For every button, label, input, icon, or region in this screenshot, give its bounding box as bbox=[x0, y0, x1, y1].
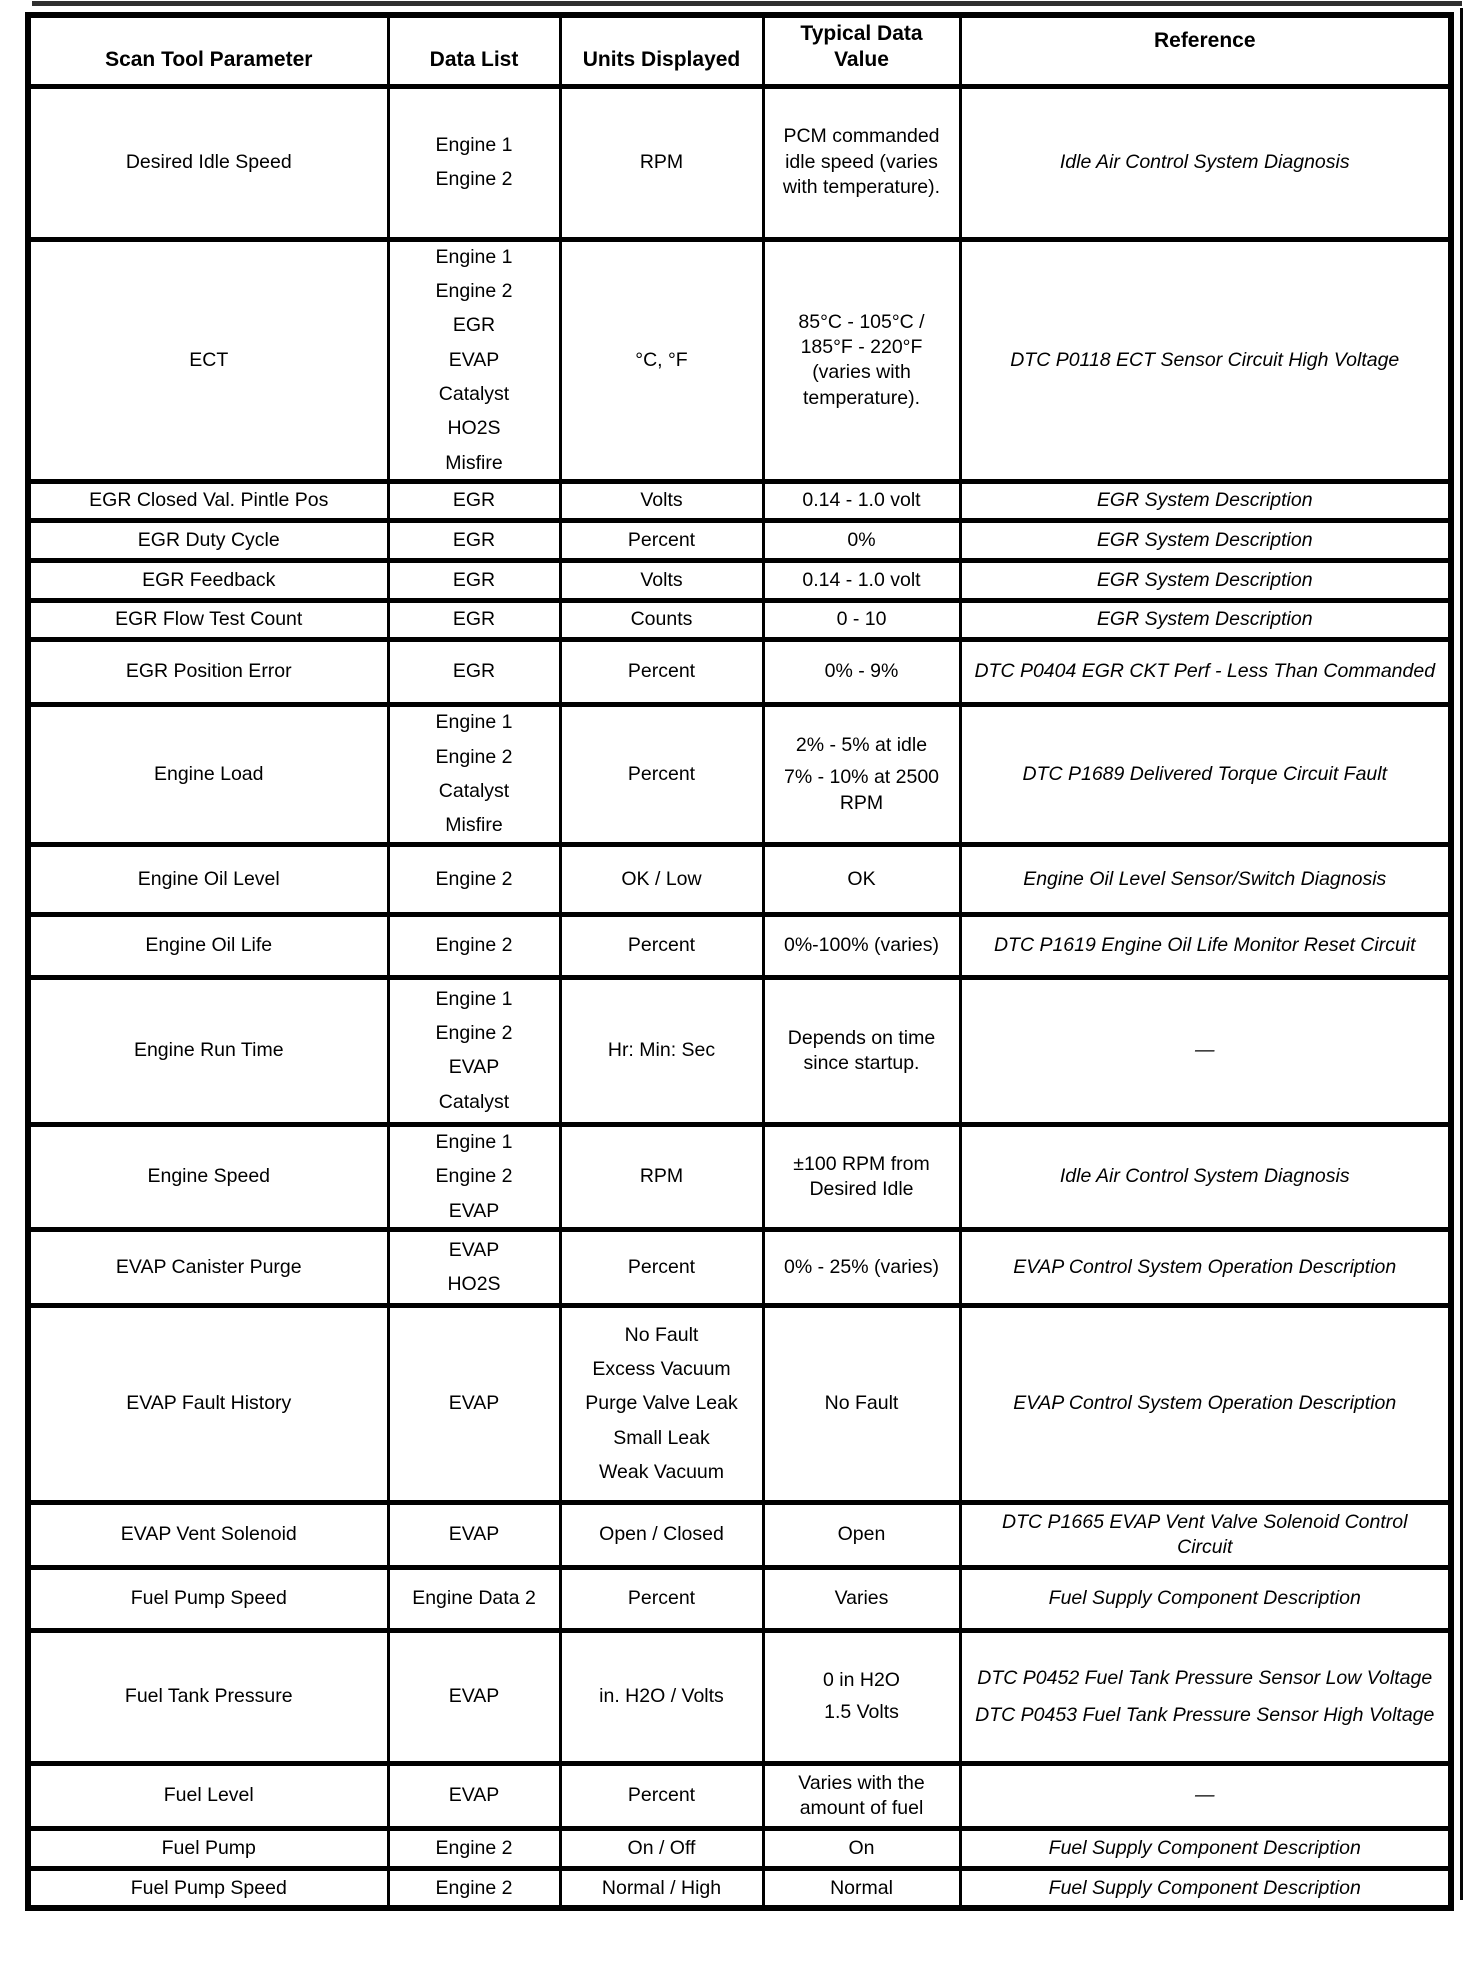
cell-line: 0.14 - 1.0 volt bbox=[802, 568, 921, 591]
table-body bbox=[28, 86, 1451, 1908]
table-row bbox=[28, 914, 1451, 977]
cell-line: Open / Closed bbox=[599, 1523, 724, 1546]
header-units-displayed: Units Displayed bbox=[560, 15, 763, 86]
cell-reference bbox=[960, 1868, 1451, 1908]
cell-line: — bbox=[1195, 1784, 1215, 1807]
scan-top-edge-artifact bbox=[32, 1, 1462, 6]
cell-line: Fuel Pump Speed bbox=[130, 1587, 287, 1610]
cell-line: Engine 1 bbox=[435, 133, 513, 156]
cell-data-list bbox=[388, 1868, 560, 1908]
cell-data-list bbox=[388, 520, 560, 560]
cell-line: Excess Vacuum bbox=[592, 1357, 731, 1380]
cell-typical-value bbox=[763, 1124, 960, 1229]
header-scan-tool-parameter: Scan Tool Parameter bbox=[28, 15, 388, 86]
cell-line: EVAP bbox=[448, 1238, 500, 1261]
cell-line: Percent bbox=[627, 762, 696, 785]
cell-line: DTC P1665 EVAP Vent Valve Solenoid Control Circuit bbox=[1002, 1510, 1408, 1558]
cell-line: EVAP bbox=[448, 348, 500, 371]
cell-typical-value bbox=[763, 1502, 960, 1567]
cell-data-list bbox=[388, 1229, 560, 1305]
cell-line: Engine 2 bbox=[435, 1836, 513, 1859]
cell-units bbox=[560, 844, 763, 914]
cell-units bbox=[560, 1229, 763, 1305]
cell-line: Engine 2 bbox=[435, 745, 513, 768]
cell-line: EGR bbox=[452, 608, 496, 631]
cell-line: Engine 1 bbox=[435, 245, 513, 268]
cell-line: ±100 RPM from Desired Idle bbox=[793, 1152, 930, 1200]
cell-line: DTC P1689 Delivered Torque Circuit Fault bbox=[1022, 762, 1388, 785]
cell-data-list bbox=[388, 1763, 560, 1828]
cell-data-list bbox=[388, 1567, 560, 1630]
cell-line: DTC P0452 Fuel Tank Pressure Sensor Low Voltage bbox=[977, 1666, 1433, 1689]
cell-typical-value bbox=[763, 1305, 960, 1502]
cell-line: Percent bbox=[627, 1784, 696, 1807]
cell-parameter bbox=[28, 1229, 388, 1305]
cell-line: HO2S bbox=[447, 417, 501, 440]
cell-line: PCM commanded idle speed (varies with temperature). bbox=[782, 125, 941, 199]
cell-line: Volts bbox=[640, 489, 683, 512]
cell-parameter bbox=[28, 639, 388, 704]
cell-line: Catalyst bbox=[438, 1090, 510, 1113]
cell-reference bbox=[960, 639, 1451, 704]
cell-reference bbox=[960, 1124, 1451, 1229]
cell-reference bbox=[960, 1567, 1451, 1630]
table-row bbox=[28, 1229, 1451, 1305]
cell-line: Normal bbox=[830, 1876, 893, 1899]
cell-data-list bbox=[388, 977, 560, 1124]
table-row bbox=[28, 639, 1451, 704]
cell-data-list bbox=[388, 600, 560, 639]
cell-line: Engine 2 bbox=[435, 867, 513, 890]
cell-typical-value bbox=[763, 1229, 960, 1305]
cell-line: Catalyst bbox=[438, 382, 510, 405]
cell-data-list bbox=[388, 704, 560, 844]
cell-parameter bbox=[28, 977, 388, 1124]
cell-line: Varies with the amount of fuel bbox=[798, 1771, 925, 1819]
cell-typical-value bbox=[763, 481, 960, 520]
cell-reference bbox=[960, 520, 1451, 560]
cell-line: RPM bbox=[639, 1165, 684, 1188]
cell-typical-value bbox=[763, 914, 960, 977]
cell-line: Open bbox=[837, 1523, 886, 1546]
cell-parameter bbox=[28, 1305, 388, 1502]
header-typical-data-value: Typical Data Value bbox=[763, 15, 960, 86]
cell-line: EGR System Description bbox=[1096, 568, 1313, 591]
table-row bbox=[28, 704, 1451, 844]
cell-parameter bbox=[28, 86, 388, 239]
cell-typical-value bbox=[763, 1828, 960, 1868]
cell-reference bbox=[960, 1828, 1451, 1868]
table-row bbox=[28, 1567, 1451, 1630]
cell-parameter bbox=[28, 844, 388, 914]
cell-parameter bbox=[28, 1502, 388, 1567]
cell-line: EGR Position Error bbox=[125, 660, 292, 683]
cell-line: EGR Feedback bbox=[142, 568, 276, 591]
cell-line: EGR bbox=[452, 314, 496, 337]
cell-line: EGR bbox=[452, 489, 496, 512]
cell-line: Fuel Pump bbox=[161, 1836, 256, 1859]
table-row bbox=[28, 1305, 1451, 1502]
cell-line: Engine 2 bbox=[435, 168, 513, 190]
cell-line: Depends on time since startup. bbox=[787, 1026, 936, 1074]
cell-line: EVAP bbox=[448, 1523, 500, 1546]
cell-line: Normal / High bbox=[601, 1876, 722, 1899]
cell-data-list bbox=[388, 86, 560, 239]
cell-parameter bbox=[28, 1630, 388, 1763]
cell-line: 2% - 5% at idle bbox=[795, 733, 928, 756]
table-row bbox=[28, 560, 1451, 600]
cell-parameter bbox=[28, 704, 388, 844]
cell-data-list bbox=[388, 239, 560, 481]
cell-reference bbox=[960, 1305, 1451, 1502]
cell-data-list bbox=[388, 844, 560, 914]
cell-units bbox=[560, 704, 763, 844]
cell-units bbox=[560, 86, 763, 239]
cell-line: Percent bbox=[627, 528, 696, 551]
cell-units bbox=[560, 239, 763, 481]
cell-typical-value bbox=[763, 239, 960, 481]
cell-line: Counts bbox=[630, 608, 693, 631]
cell-line: No Fault bbox=[624, 1323, 699, 1346]
cell-parameter bbox=[28, 239, 388, 481]
cell-line: Fuel Pump Speed bbox=[130, 1876, 287, 1899]
cell-line: EGR System Description bbox=[1096, 489, 1313, 512]
cell-line: Engine 2 bbox=[435, 1022, 513, 1045]
cell-typical-value bbox=[763, 86, 960, 239]
cell-units bbox=[560, 520, 763, 560]
cell-typical-value bbox=[763, 704, 960, 844]
scan-tool-data-table bbox=[25, 12, 1454, 1911]
cell-line: DTC P0404 EGR CKT Perf - Less Than Commanded bbox=[974, 660, 1436, 683]
cell-reference bbox=[960, 1502, 1451, 1567]
cell-line: Engine 1 bbox=[435, 711, 513, 734]
cell-line: Engine 1 bbox=[435, 987, 513, 1010]
cell-line: Engine Oil Level bbox=[137, 867, 280, 890]
cell-line: EGR bbox=[452, 528, 496, 551]
cell-line: EVAP Control System Operation Description bbox=[1013, 1255, 1397, 1278]
cell-line: 0% bbox=[847, 528, 876, 551]
cell-reference bbox=[960, 1229, 1451, 1305]
cell-units bbox=[560, 1868, 763, 1908]
cell-parameter bbox=[28, 520, 388, 560]
scan-right-edge-artifact bbox=[1460, 8, 1463, 1900]
cell-reference bbox=[960, 1763, 1451, 1828]
table-row bbox=[28, 1502, 1451, 1567]
table-header-row bbox=[28, 15, 1451, 86]
header-reference: Reference bbox=[960, 15, 1451, 86]
cell-reference bbox=[960, 600, 1451, 639]
cell-line: EVAP bbox=[448, 1685, 500, 1708]
cell-line: Engine 2 bbox=[435, 934, 513, 957]
cell-line: 0.14 - 1.0 volt bbox=[802, 489, 921, 512]
cell-typical-value bbox=[763, 1630, 960, 1763]
cell-line: DTC P1619 Engine Oil Life Monitor Reset Circuit bbox=[993, 934, 1416, 957]
cell-parameter bbox=[28, 1868, 388, 1908]
cell-parameter bbox=[28, 481, 388, 520]
cell-line: 0 - 10 bbox=[836, 608, 887, 631]
cell-line: Engine Oil Life bbox=[145, 934, 273, 957]
cell-line: OK bbox=[847, 867, 876, 890]
cell-line: 0%-100% (varies) bbox=[784, 934, 939, 957]
table-row bbox=[28, 1124, 1451, 1229]
cell-line: EGR Flow Test Count bbox=[115, 608, 303, 631]
cell-line: 0% - 25% (varies) bbox=[784, 1255, 939, 1278]
cell-parameter bbox=[28, 914, 388, 977]
table-row bbox=[28, 1630, 1451, 1763]
cell-parameter bbox=[28, 1828, 388, 1868]
cell-units bbox=[560, 1763, 763, 1828]
cell-units bbox=[560, 1630, 763, 1763]
cell-line: in. H2O / Volts bbox=[599, 1685, 724, 1708]
cell-line: Fuel Supply Component Description bbox=[1048, 1876, 1361, 1899]
cell-data-list bbox=[388, 1305, 560, 1502]
cell-reference bbox=[960, 1630, 1451, 1763]
cell-units bbox=[560, 977, 763, 1124]
cell-parameter bbox=[28, 600, 388, 639]
table-row bbox=[28, 977, 1451, 1124]
cell-line: 0 in H2O bbox=[823, 1669, 900, 1692]
cell-line: Percent bbox=[627, 1587, 696, 1610]
cell-parameter bbox=[28, 1124, 388, 1229]
cell-line: Purge Valve Leak bbox=[585, 1392, 738, 1415]
cell-line: No Fault bbox=[824, 1392, 899, 1415]
cell-data-list bbox=[388, 481, 560, 520]
cell-line: Fuel Tank Pressure bbox=[124, 1685, 293, 1708]
cell-data-list bbox=[388, 1502, 560, 1567]
cell-line: OK / Low bbox=[621, 867, 702, 890]
cell-line: Engine Run Time bbox=[133, 1039, 284, 1062]
cell-line: EVAP bbox=[448, 1392, 500, 1415]
cell-line: Engine 1 bbox=[435, 1130, 513, 1153]
table-row bbox=[28, 1828, 1451, 1868]
cell-units bbox=[560, 1124, 763, 1229]
cell-typical-value bbox=[763, 1567, 960, 1630]
cell-parameter bbox=[28, 1567, 388, 1630]
cell-line: Idle Air Control System Diagnosis bbox=[1059, 150, 1350, 173]
cell-line: Percent bbox=[627, 934, 696, 957]
cell-line: Engine Data 2 bbox=[412, 1587, 536, 1610]
table-row bbox=[28, 481, 1451, 520]
table-row bbox=[28, 1763, 1451, 1828]
cell-line: On / Off bbox=[627, 1836, 696, 1859]
cell-typical-value bbox=[763, 560, 960, 600]
cell-line: EVAP bbox=[448, 1784, 500, 1807]
cell-data-list bbox=[388, 1828, 560, 1868]
cell-line: DTC P0118 ECT Sensor Circuit High Voltage bbox=[1010, 348, 1400, 371]
cell-line: Small Leak bbox=[613, 1426, 710, 1449]
cell-line: EVAP Vent Solenoid bbox=[120, 1523, 297, 1546]
cell-reference bbox=[960, 977, 1451, 1124]
cell-typical-value bbox=[763, 1763, 960, 1828]
cell-reference bbox=[960, 560, 1451, 600]
cell-line: Hr: Min: Sec bbox=[607, 1039, 716, 1062]
cell-units bbox=[560, 1305, 763, 1502]
cell-line: Weak Vacuum bbox=[599, 1460, 724, 1483]
cell-data-list bbox=[388, 639, 560, 704]
cell-data-list bbox=[388, 1124, 560, 1229]
header-data-list: Data List bbox=[388, 15, 560, 86]
cell-line: Engine 2 bbox=[435, 279, 513, 302]
cell-line: Engine 2 bbox=[435, 1876, 513, 1899]
table-row bbox=[28, 520, 1451, 560]
cell-line: 7% - 10% at 2500 RPM bbox=[783, 766, 940, 814]
cell-line: Engine Oil Level Sensor/Switch Diagnosis bbox=[1023, 867, 1387, 890]
cell-line: Fuel Supply Component Description bbox=[1048, 1836, 1361, 1859]
cell-units bbox=[560, 1502, 763, 1567]
cell-line: Misfire bbox=[445, 814, 503, 837]
cell-reference bbox=[960, 704, 1451, 844]
cell-units bbox=[560, 481, 763, 520]
cell-reference bbox=[960, 844, 1451, 914]
cell-line: — bbox=[1195, 1039, 1215, 1062]
cell-typical-value bbox=[763, 600, 960, 639]
cell-typical-value bbox=[763, 639, 960, 704]
cell-line: Varies bbox=[834, 1587, 889, 1610]
cell-line: Volts bbox=[640, 568, 683, 591]
cell-line: HO2S bbox=[447, 1272, 501, 1295]
cell-typical-value bbox=[763, 844, 960, 914]
cell-line: Desired Idle Speed bbox=[125, 150, 292, 173]
cell-line: Catalyst bbox=[438, 779, 510, 802]
table-row bbox=[28, 239, 1451, 481]
cell-line: Idle Air Control System Diagnosis bbox=[1059, 1165, 1350, 1188]
cell-line: °C, °F bbox=[635, 348, 688, 371]
cell-line: 85°C - 105°C / 185°F - 220°F (varies with temperature). bbox=[798, 310, 925, 409]
cell-reference bbox=[960, 481, 1451, 520]
cell-parameter bbox=[28, 560, 388, 600]
table-row bbox=[28, 86, 1451, 239]
cell-line: EVAP Fault History bbox=[126, 1392, 292, 1415]
cell-units bbox=[560, 914, 763, 977]
cell-data-list bbox=[388, 1630, 560, 1763]
cell-line: ECT bbox=[189, 348, 229, 371]
cell-line: EVAP bbox=[448, 1199, 500, 1222]
cell-line: EGR bbox=[452, 660, 496, 683]
cell-line: DTC P0453 Fuel Tank Pressure Sensor High Voltage bbox=[975, 1703, 1435, 1726]
cell-line: EGR bbox=[452, 568, 496, 591]
cell-line: EGR Duty Cycle bbox=[137, 528, 280, 551]
cell-units bbox=[560, 639, 763, 704]
cell-line: Fuel Supply Component Description bbox=[1048, 1587, 1361, 1610]
cell-units bbox=[560, 560, 763, 600]
cell-typical-value bbox=[763, 1868, 960, 1908]
cell-units bbox=[560, 1567, 763, 1630]
cell-line: RPM bbox=[639, 150, 684, 173]
table-row bbox=[28, 1868, 1451, 1908]
table-row bbox=[28, 600, 1451, 639]
cell-data-list bbox=[388, 560, 560, 600]
cell-reference bbox=[960, 914, 1451, 977]
cell-line: Engine Load bbox=[153, 762, 264, 785]
cell-line: 0% - 9% bbox=[824, 660, 899, 683]
cell-line: Fuel Level bbox=[163, 1784, 254, 1807]
cell-reference bbox=[960, 239, 1451, 481]
cell-reference bbox=[960, 86, 1451, 239]
cell-line: EVAP Control System Operation Description bbox=[1013, 1392, 1397, 1415]
cell-line: On bbox=[848, 1836, 875, 1859]
cell-data-list bbox=[388, 914, 560, 977]
cell-line: Engine Speed bbox=[147, 1165, 271, 1188]
cell-line: Percent bbox=[627, 660, 696, 683]
cell-typical-value bbox=[763, 520, 960, 560]
cell-line: Misfire bbox=[445, 451, 503, 474]
cell-line: EVAP bbox=[448, 1056, 500, 1079]
table-row bbox=[28, 844, 1451, 914]
cell-parameter bbox=[28, 1763, 388, 1828]
cell-units bbox=[560, 600, 763, 639]
cell-units bbox=[560, 1828, 763, 1868]
cell-line: EGR System Description bbox=[1096, 528, 1313, 551]
cell-line: Engine 2 bbox=[435, 1165, 513, 1188]
cell-line: 1.5 Volts bbox=[824, 1701, 899, 1724]
cell-line: EGR System Description bbox=[1096, 608, 1313, 631]
cell-typical-value bbox=[763, 977, 960, 1124]
cell-line: Percent bbox=[627, 1255, 696, 1278]
cell-line: EVAP Canister Purge bbox=[115, 1255, 302, 1278]
cell-line: EGR Closed Val. Pintle Pos bbox=[89, 489, 329, 512]
